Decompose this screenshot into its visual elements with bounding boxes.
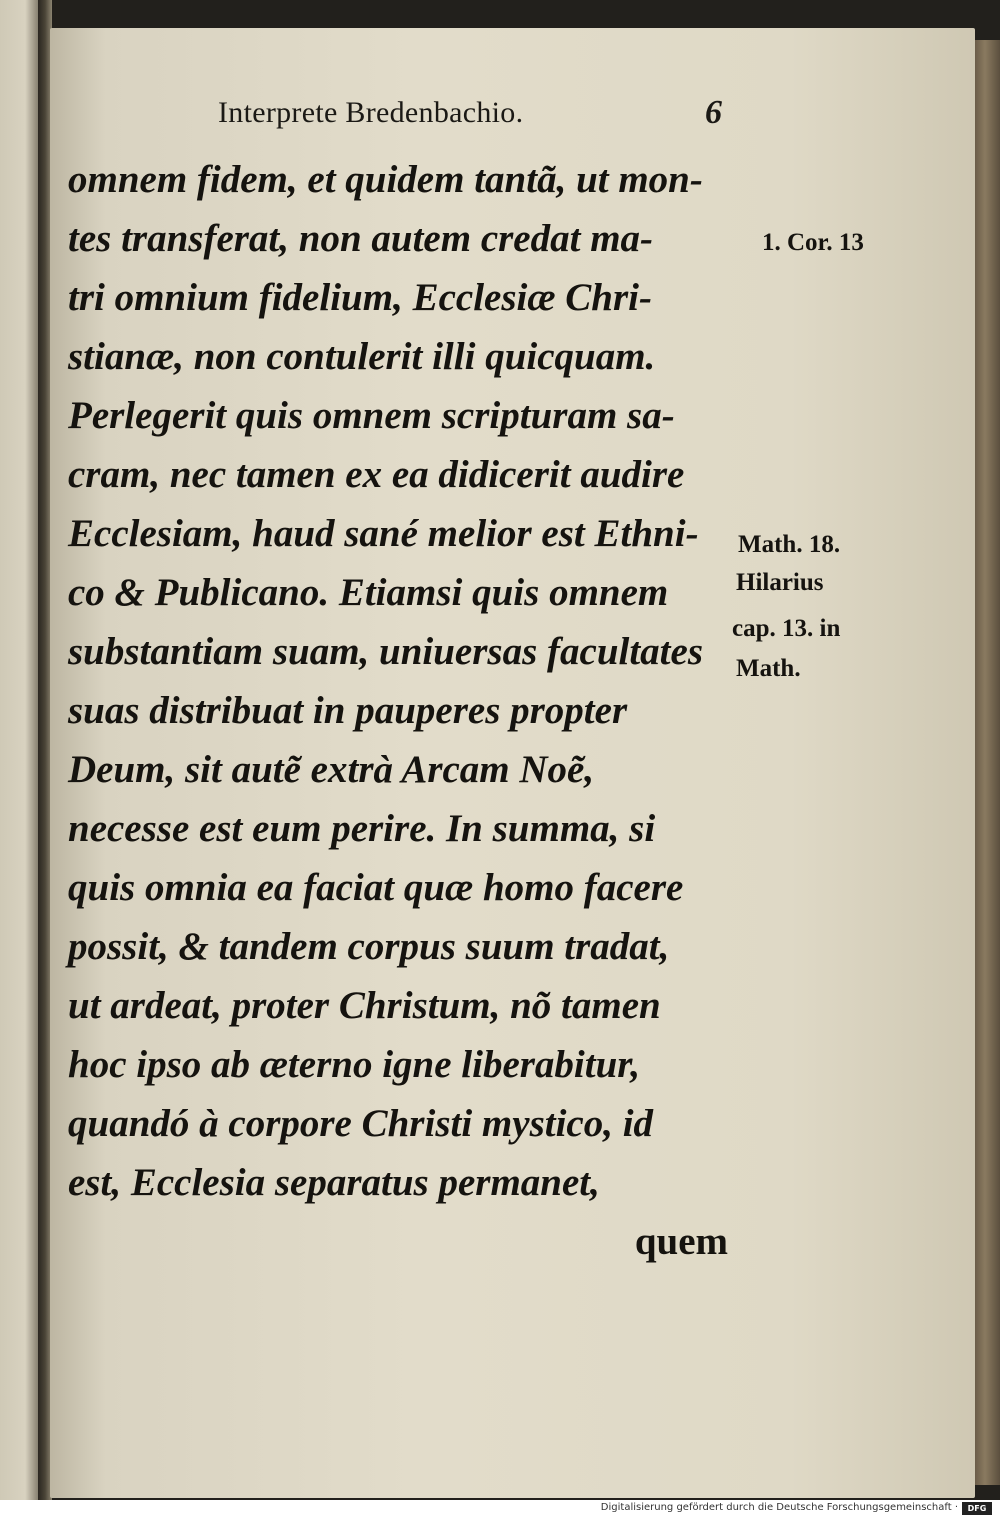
text-line: ut ardeat, proter Christum, nõ tamen xyxy=(68,984,661,1027)
text-line: tri omnium fidelium, Ecclesiæ Chri- xyxy=(68,276,652,319)
margin-note-cap: cap. 13. in xyxy=(732,615,841,642)
text-line: co & Publicano. Etiamsi quis omnem xyxy=(68,571,669,614)
text-line: cram, nec tamen ex ea didicerit audire xyxy=(68,453,685,496)
text-line: omnem fidem, et quidem tantã, ut mon- xyxy=(68,158,703,201)
text-line: Deum, sit autẽ extrà Arcam Noẽ, xyxy=(68,748,595,791)
text-line: substantiam suam, uniuersas facultates xyxy=(68,630,704,673)
page-header xyxy=(218,96,738,140)
text-line: stianæ, non contulerit illi quicquam. xyxy=(68,335,656,378)
text-line: Perlegerit quis omnem scripturam sa- xyxy=(68,394,675,437)
running-title: Interprete Bredenbachio. xyxy=(218,96,524,129)
facing-page-edge xyxy=(0,0,42,1500)
text-line: hoc ipso ab æterno igne liberabitur, xyxy=(68,1043,641,1086)
catchword: quem xyxy=(634,1220,728,1263)
page-block-edge xyxy=(975,40,1000,1485)
dfg-logo: DFG xyxy=(962,1502,992,1515)
text-line: necesse est eum perire. In summa, si xyxy=(68,807,656,850)
text-line: suas distribuat in pauperes propter xyxy=(68,689,628,732)
text-line: possit, & tandem corpus suum tradat, xyxy=(68,925,670,968)
funding-credit: Digitalisierung gefördert durch die Deutsche Forschungsgemeinschaft · xyxy=(600,1502,958,1513)
footer-bar xyxy=(0,1500,1000,1518)
page-number: 6 xyxy=(705,94,722,131)
margin-note-math-2: Math. xyxy=(736,655,801,682)
text-line: tes transferat, non autem credat ma- xyxy=(68,217,654,260)
margin-note-math: Math. 18. xyxy=(738,531,841,558)
margin-note-hilarius: Hilarius xyxy=(736,569,824,596)
margin-note-cor: 1. Cor. 13 xyxy=(762,229,864,256)
body-text xyxy=(68,150,748,1271)
text-line: quandó à corpore Christi mystico, id xyxy=(68,1102,654,1145)
text-line: Ecclesiam, haud sané melior est Ethni- xyxy=(68,512,699,555)
text-line: est, Ecclesia separatus permanet, xyxy=(68,1161,600,1204)
text-line: quis omnia ea faciat quæ homo facere xyxy=(68,866,684,909)
